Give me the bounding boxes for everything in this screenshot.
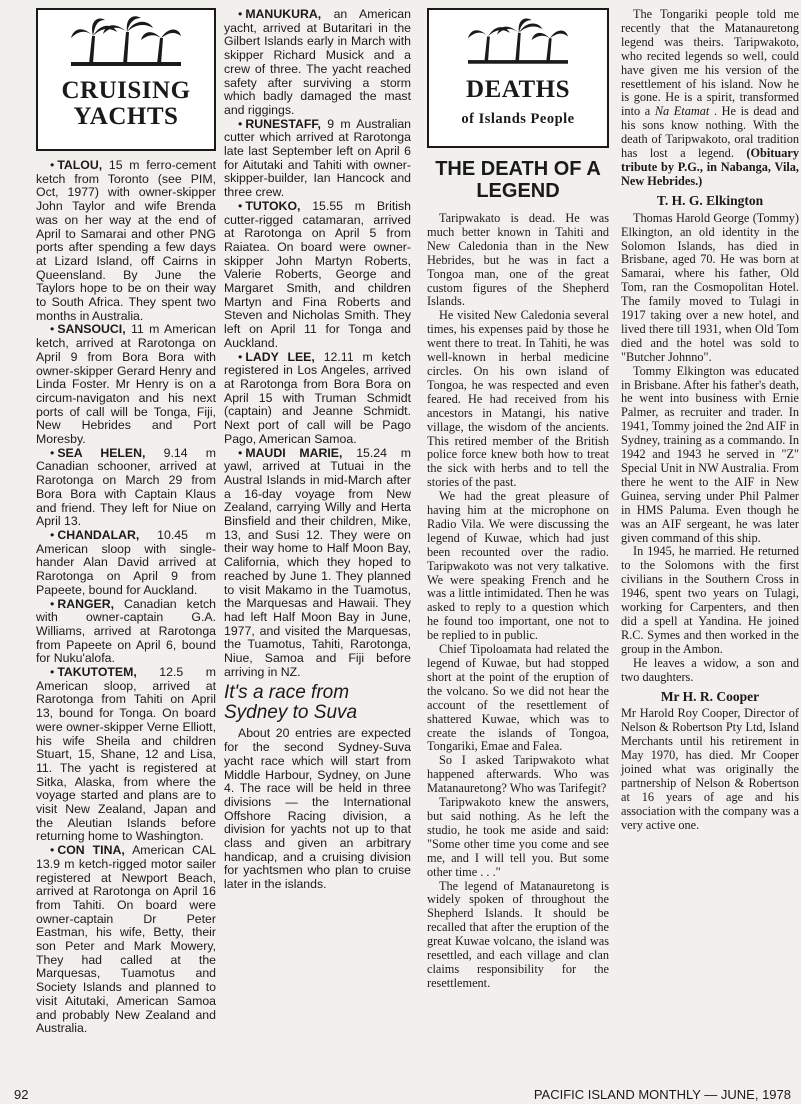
bullet-icon: • [238, 7, 243, 21]
bullet-icon: • [238, 198, 243, 213]
elkington-paragraph: In 1945, he married. He returned to the Solomons with the first civilians in the Southern Cross in 1946, spent two years on Tulagi, working for Carpenters, and then did a spell at Yandina. He joined R.C. Symes and then worked in the group in the Ambon. [621, 544, 799, 656]
yacht-name: CHANDALAR, [57, 527, 140, 542]
publication-footer: PACIFIC ISLAND MONTHLY — JUNE, 1978 [533, 1087, 791, 1102]
yacht-list-part1 [36, 159, 216, 1036]
deaths-subtitle: of Islands People [461, 111, 575, 127]
bullet-icon: • [238, 116, 243, 131]
legend-paragraph: Taripwakato is dead. He was much better known in Tahiti and New Caledonia than in the New Hebrides, but he was in fact a Tongoa man, one of the great custom figures of the Shepherd Islands. [427, 211, 609, 309]
na-etamat-term: Na Etamat [654, 104, 710, 119]
elkington-text [621, 212, 799, 685]
elkington-heading: T. H. G. Elkington [656, 192, 764, 208]
yacht-entry [36, 598, 216, 667]
bullet-icon: • [50, 158, 55, 172]
yacht-name: MAUDI MARIE, [245, 445, 343, 460]
legend-last-paragraph [621, 8, 799, 189]
yacht-name: SANSOUCI, [57, 322, 126, 337]
yacht-description: 9.14 m Canadian schooner, arrived at Rarotonga on March 29 from Bora Bora with Captain Klaus and friend. They left for Niue on April 13. [36, 445, 216, 529]
elkington-paragraph: He leaves a widow, a son and two daughters. [621, 655, 799, 684]
yacht-name: CON TINA, [57, 843, 125, 858]
bullet-icon: • [238, 445, 243, 460]
yacht-name: TALOU, [57, 158, 103, 172]
deaths-title: DEATHS [466, 76, 570, 103]
yacht-description: an American yacht, arrived at Butaritari in the Gilbert Islands early in March with skipper Richard Musick and a crew of three. The yacht reached safety after surviving a storm which badly damaged the mast and riggings. [224, 7, 411, 117]
yacht-description: 11 m American ketch, arrived at Rarotonga on April 9 from Bora Bora with owner-skipper Gerard Henry and Linda Foster. Mr Henry is on a circum-navigaton and his next ports of call will be Tonga, Fiji, New Hebrides and Port Moresby. [36, 322, 216, 447]
yacht-entry [36, 159, 216, 323]
yacht-description: 12.5 m American sloop, arrived at Rarotonga from Tahiti on April 13, bound for Tonga. On board were owner-skipper Verne Elliott, his wife Sheila and children Stuart, 15, Shane, 12 and Lisa, 11. The yacht is registered at Sitka, Alaska, from where the voyage started and plans are to visit New Zealand, Japan and the Aleutian Islands before returning home to Washington. [36, 665, 216, 844]
yacht-description: American CAL 13.9 m ketch-rigged motor sailer registered at Newport Beach, arrived at Rarotonga on April 16 from Tahiti. On board were owner-captain Dr Peter Eastman, his wife, Betty, their son Peter and Mark Mowery, They had called at the Marquesas, Tuamotus and Society Islands and planned to visit Aitutaki, American Samoa and probably New Zealand and Australia. [36, 843, 216, 1036]
column-1 [36, 8, 216, 1036]
yacht-entry [224, 200, 411, 351]
yacht-description: 10.45 m American sloop with single-hander Alan David arrived at Rarotonga on April 9 from Papeete, bound for Auckland. [36, 527, 216, 597]
yacht-entry [224, 351, 411, 447]
legend-paragraph: We had the great pleasure of having him at the microphone on Radio Vila. We were discussing the legend of Kuwae, which had just been recounted over the radio. Taripwakoto was not very talkative. We were speaking French and he was a little intimidated. Then he was asked to reply to a question which he found too important, one not to be replied to in public. [427, 489, 609, 643]
legend-paragraph: Chief Tipoloamata had related the legend of Kuwae, but had stopped short at the point of the eruption of the volcano. So we did not hear the account of the resettlement of shattered Kuwae, which was to create the islands of Tongoa, Tongariki, Emae and Falea. [427, 642, 609, 754]
bullet-icon: • [238, 349, 243, 364]
bullet-icon: • [50, 596, 55, 611]
legend-text-part1 [427, 212, 609, 991]
elkington-paragraph: Tommy Elkington was educated in Brisbane. After his father's death, he went into business with Ernie Palmer, as recruiter and trader. In 1941, Tommy joined the 2nd AIF in Sydney, training as a commando. In 1942 and 1943 he served in "Z" Special Unit in NW Australia. From there he went to the AIF in New Guinea, serving under Phil Palmer in HMS Paluma. Even though he was an AIF sergeant, he was later given command of this ship. [621, 363, 799, 545]
yacht-description: 15 m ferro-cement ketch from Toronto (see PIM, Oct, 1977) with owner-skipper John Taylor and wife Brenda was on her way at the end of April to Samarai and other PNG ports after spending a few days at Lizard Island, off Cairns in Queensland. By June the Taylors hope to be on their way to South Africa. They spent two months in Australia. [36, 158, 216, 323]
cooper-heading: Mr H. R. Cooper [660, 688, 760, 704]
cruising-title [38, 78, 214, 130]
obituary-credit: (Obituary tribute by P.G., in Nabanga, Vila, New Hebrides.) [621, 146, 799, 188]
yacht-entry [36, 666, 216, 844]
bullet-icon: • [50, 527, 55, 542]
deaths-box [427, 8, 609, 148]
yacht-entry [36, 529, 216, 598]
cruising-yachts-box [36, 8, 216, 151]
legend-last-text-after: . He is dead and his sons know nothing. With the death of Taripwakoto, oral tradition has lost a legend. [621, 104, 799, 161]
bullet-icon: • [50, 322, 55, 337]
race-headline: It's a race from Sydney to Suva [224, 682, 358, 724]
legend-last-text: The Tongariki people told me recently that the Matanauretong legend was theirs. Taripwakoto, who recited legends so well, could have given me his version of the resettlement of his island. Now he is gone. He is a spirit, transformed into a [621, 7, 799, 119]
bullet-icon: • [50, 665, 55, 680]
yacht-description: 15.55 m British cutter-rigged catamaran, arrived at Rarotonga on April 5 from Raiatea. On board were owner-skipper John Martyn Roberts, Valerie Roberts, George and Margaret Smith, and children Martyn and Fina Roberts and Steven and Nicholas Smith. They left on April 11 for Tonga and Auckland. [224, 198, 411, 350]
yacht-name: TAKUTOTEM, [57, 665, 137, 680]
cooper-text: Mr Harold Roy Cooper, Director of Nelson & Robertson Pty Ltd, Island Merchants until his retirement in May 1970, has died. Mr Cooper joined what was originally the partnership of Nelson & Robertson at 16 years of age and his association with the company was a very active one. [621, 706, 799, 832]
column-4 [621, 8, 799, 833]
legend-paragraph: So I asked Taripwakoto what happened afterwards. Who was Matanauretong? Who was Tarifegit? [427, 753, 609, 796]
yacht-description: 15.24 m yawl, arrived at Tutuai in the Austral Islands in mid-March after a 16-day voyage from New Zealand, carrying Willy and Herta Binsfield and their children, Mike, 13, and Susi 12. They were on their way home to Half Moon Bay, California, which they hoped to reached by June 1. They planned to visit Makamo in the Tuamotus, the Marquesas and Hawaii. They had left Half Moon Bay in June, 1977, and visited the Marquesas, the Tuamotus, Tahiti, Rarotonga, Niue, Samoa and Fiji before arriving in NZ. [224, 445, 411, 679]
yacht-description: 9 m Australian cutter which arrived at Rarotonga late last September left on April 6 for Aitutaki and Tahiti with owner-skipper-builder, Ian Hancock and three crew. [224, 116, 411, 200]
column-2 [224, 8, 411, 892]
yacht-entry [224, 447, 411, 680]
cruising-title-line2: YACHTS [73, 103, 179, 130]
legend-paragraph: Taripwakoto knew the answers, but said nothing. As he left the studio, he took me aside and said: "Some other time you come and see me, and I will tell you. But some other time . . ." [427, 795, 609, 879]
yacht-name: SEA HELEN, [57, 445, 146, 460]
yacht-entry [36, 323, 216, 446]
legend-paragraph: He visited New Caledonia several times, his expenses paid by those he went there to treat. In Tahiti, he was well-known in herbal medicine circles. On his own island of Tongoa, he was respected and even feared. He had received from his ancestors in Matangi, his native village, the wisdom of the ancients. This retired member of the British police force knew both how to treat the sick with herbs and to tell the stories of the past. [427, 308, 609, 490]
yacht-list-part2 [224, 8, 411, 679]
yacht-name: RUNESTAFF, [245, 116, 321, 131]
page-number: 92 [14, 1087, 29, 1102]
race-text: About 20 entries are expected for the second Sydney-Suva yacht race which will start from Middle Harbour, Sydney, on June 4. The race will be held in three divisions — the International Offshore Racing division, a division for yachts not up to that class and given an arbitrary handicap, and a cruising division for yachtsmen who plan to cruise later in the islands. [224, 726, 411, 892]
yacht-entry [224, 118, 411, 200]
yacht-name: RANGER, [57, 596, 115, 611]
column-3 [427, 8, 609, 991]
yacht-entry [36, 844, 216, 1036]
yacht-entry [36, 447, 216, 529]
yacht-description: 12.11 m ketch registered in Los Angeles, arrived at Rarotonga from Bora Bora on April 15 with Truman Schmidt (captain) and Jeanne Schmidt. Next port of call will be Pago Pago, American Samoa. [224, 349, 411, 446]
bullet-icon: • [50, 843, 55, 858]
cruising-title-line1: CRUISING [61, 77, 191, 104]
yacht-name: TUTOKO, [245, 198, 301, 213]
yacht-name: MANUKURA, [245, 7, 322, 21]
legend-paragraph: The legend of Matanauretong is widely spoken of throughout the Shepherd Islands. It should be recalled that after the eruption of the great Kuwae volcano, the island was resettled, and each village and clan claims responsibility for the resettlement. [427, 878, 609, 990]
yacht-entry [224, 8, 411, 118]
palm-trees-logo-deaths [468, 16, 568, 66]
bullet-icon: • [50, 445, 55, 460]
legend-headline: THE DEATH OF A LEGEND [435, 158, 601, 202]
yacht-description: Canadian ketch with owner-captain G.A. Williams, arrived at Rarotonga from Papeete on April 6, bound for Nuku'alofa. [36, 596, 216, 666]
elkington-paragraph: Thomas Harold George (Tommy) Elkington, an old identity in the Solomon Islands, has died in Brisbane, aged 70. He was born at Samarai, where his father, Old Tom, ran the Cosmopolitan Hotel. The family moved to Tulagi in 1917 taking over a new hotel, and lived there till 1931, when Old Tom died and the hotel was sold to "Butcher Johnno". [621, 210, 799, 364]
yacht-name: LADY LEE, [245, 349, 315, 364]
palm-trees-logo [71, 16, 181, 66]
